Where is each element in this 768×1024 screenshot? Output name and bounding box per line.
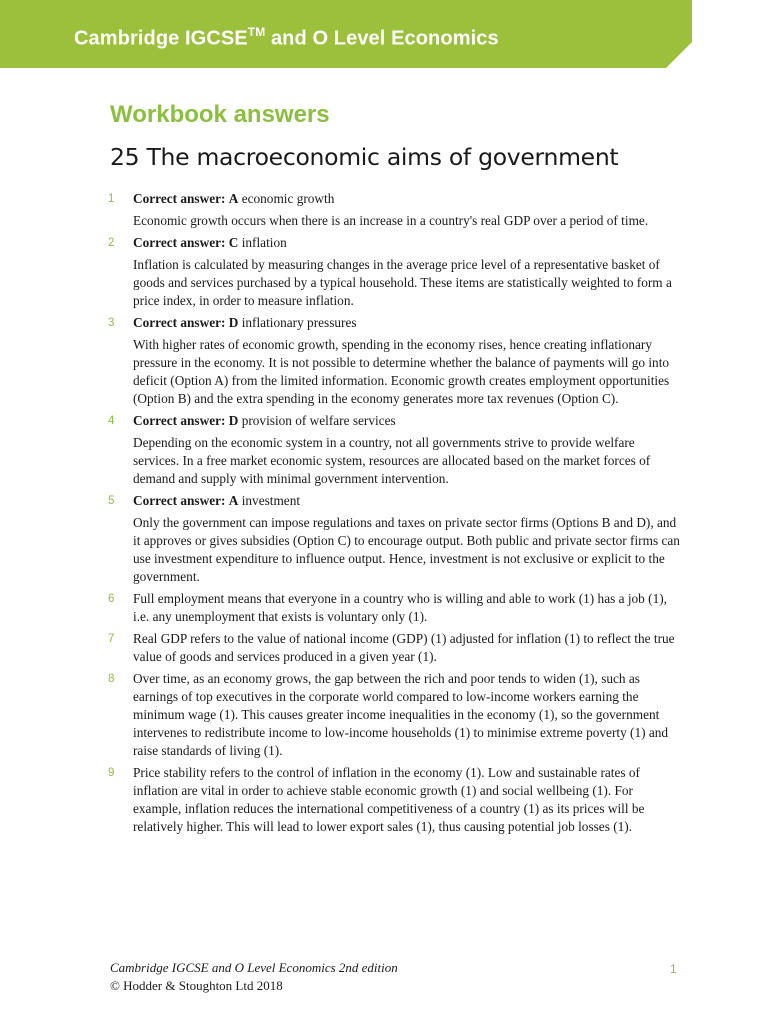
answer-choice: inflationary pressures bbox=[238, 315, 357, 330]
answer-item-8 bbox=[108, 670, 680, 760]
answer-number: 1 bbox=[108, 193, 115, 205]
workbook-heading: Workbook answers bbox=[110, 101, 330, 128]
answer-number: 9 bbox=[108, 767, 115, 779]
answer-text: Over time, as an economy grows, the gap between the rich and poor tends to widen (1), such as earnings of top executives in the corporate world compared to low-income workers earning the minimum wage (1). This causes greater income inequalities in the economy (1), so the government intervenes to redistribute income to low-income households (1) to minimise extreme poverty (1) and raise standards of living (1). bbox=[133, 671, 669, 758]
chapter-title: 25 The macroeconomic aims of government bbox=[110, 143, 619, 171]
answer-item-2 bbox=[108, 234, 680, 310]
answer-number: 4 bbox=[108, 415, 115, 427]
answer-label: Correct answer: bbox=[133, 493, 226, 508]
answer-heading bbox=[133, 492, 680, 510]
answer-label: Correct answer: bbox=[133, 413, 226, 428]
answer-text: Full employment means that everyone in a country who is willing and able to work (1) has a job (1), i.e. any unemployment that exists is voluntary only (1). bbox=[133, 591, 667, 624]
header-title bbox=[74, 26, 499, 51]
answer-text: Real GDP refers to the value of national income (GDP) (1) adjusted for inflation (1) to reflect the true value of goods and services produced in a given year (1). bbox=[133, 631, 675, 664]
answer-heading bbox=[133, 234, 680, 252]
answer-number: 2 bbox=[108, 237, 115, 249]
page-number: 1 bbox=[670, 962, 677, 976]
answer-heading bbox=[133, 190, 680, 208]
answer-text: Price stability refers to the control of inflation in the economy (1). Low and sustainable rates of inflation are vital in order to achieve stable economic growth (1) and social wellbeing (1). For example, inflation reduces the international competitiveness of a country (1) as its prices will be relatively higher. This will lead to lower export sales (1), thus causing potential job losses (1). bbox=[133, 765, 645, 834]
answer-number: 8 bbox=[108, 673, 115, 685]
answer-explanation: Inflation is calculated by measuring changes in the average price level of a representative basket of goods and services purchased by a typical household. These items are statistically weighted to form a price index, in order to measure inflation. bbox=[133, 257, 672, 308]
header-title-rest: and O Level Economics bbox=[265, 27, 499, 50]
answer-number: 6 bbox=[108, 593, 115, 605]
answer-heading bbox=[133, 314, 680, 332]
answer-item-7 bbox=[108, 630, 680, 666]
answer-item-9 bbox=[108, 764, 680, 836]
answer-explanation: With higher rates of economic growth, spending in the economy rises, hence creating inflationary pressure in the economy. It is not possible to determine whether the balance of payments will go into deficit (Option A) from the limited information. Economic growth creates employment opportunities (Option B) and the extra spending in the economy generates more tax revenues (Option C). bbox=[133, 337, 670, 406]
answer-explanation: Economic growth occurs when there is an increase in a country's real GDP over a period of time. bbox=[133, 213, 649, 228]
answer-option: C bbox=[228, 235, 239, 250]
answer-number: 5 bbox=[108, 495, 115, 507]
answer-item-6 bbox=[108, 590, 680, 626]
answer-explanation: Depending on the economic system in a country, not all governments strive to provide welfare services. In a free market economic system, resources are allocated based on the market forces of demand and supply with minimal government intervention. bbox=[133, 435, 651, 486]
answer-option: D bbox=[228, 315, 239, 330]
answer-item-1 bbox=[108, 190, 680, 230]
answer-option: D bbox=[228, 413, 239, 428]
answer-choice: investment bbox=[238, 493, 301, 508]
footer-book-title: Cambridge IGCSE and O Level Economics 2nd edition bbox=[110, 960, 398, 975]
trademark-mark: TM bbox=[247, 25, 266, 39]
answer-choice: economic growth bbox=[238, 191, 335, 206]
answer-item-5 bbox=[108, 492, 680, 586]
answer-label: Correct answer: bbox=[133, 191, 226, 206]
footer-copyright: © Hodder & Stoughton Ltd 2018 bbox=[110, 978, 283, 993]
answer-number: 7 bbox=[108, 633, 115, 645]
answers-list bbox=[108, 190, 680, 836]
answer-item-4 bbox=[108, 412, 680, 488]
answer-option: A bbox=[228, 191, 239, 206]
answer-explanation: Only the government can impose regulations and taxes on private sector firms (Options B and D), and it approves or gives subsidies (Option C) to encourage output. Both public and private sector firms can use investment expenditure to influence output. Hence, investment is not exclusive or explicit to the government. bbox=[133, 515, 680, 584]
answer-item-3 bbox=[108, 314, 680, 408]
header-title-main: Cambridge IGCSE bbox=[74, 27, 248, 50]
answer-label: Correct answer: bbox=[133, 235, 226, 250]
answer-heading bbox=[133, 412, 680, 430]
answer-option: A bbox=[228, 493, 239, 508]
answer-number: 3 bbox=[108, 317, 115, 329]
answer-choice: inflation bbox=[238, 235, 287, 250]
answer-label: Correct answer: bbox=[133, 315, 226, 330]
answer-choice: provision of welfare services bbox=[238, 413, 396, 428]
